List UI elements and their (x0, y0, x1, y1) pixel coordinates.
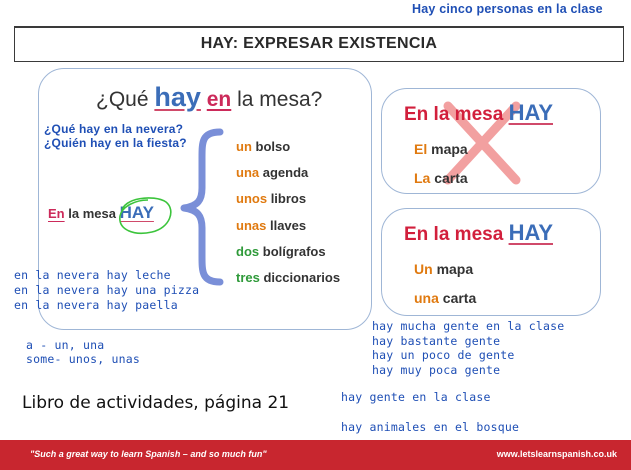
phrase-en: En (48, 206, 65, 221)
top-right-heading-text: En la mesa (404, 104, 504, 125)
question-hay: hay (154, 82, 201, 112)
footer-url[interactable]: www.letslearnspanish.co.uk (496, 449, 617, 459)
activity-book-reference: Libro de actividades, página 21 (22, 393, 290, 413)
top-note: Hay cinco personas en la clase (412, 2, 603, 16)
top-right-line-1: El mapa (414, 141, 468, 157)
note-gente-4: hay muy poca gente (372, 363, 501, 377)
hay-circle-annotation (114, 192, 176, 238)
note-articles-1: a - un, una (26, 338, 105, 352)
bottom-right-heading (404, 220, 553, 246)
bottom-right-heading-hay: HAY (508, 220, 553, 245)
note-articles-2: some- unos, unas (26, 352, 140, 366)
bottom-right-heading-text: En la mesa (404, 224, 504, 245)
phrase-mid: la mesa (68, 206, 116, 221)
note-nevera-3: en la nevera hay paella (14, 298, 178, 312)
note-animales: hay animales en el bosque (341, 420, 520, 434)
title-bar (14, 26, 624, 62)
page-title: HAY: EXPRESAR EXISTENCIA (200, 35, 438, 52)
footer-bar (0, 440, 631, 470)
note-nevera-1: en la nevera hay leche (14, 268, 171, 282)
top-right-line-2: La carta (414, 170, 468, 186)
bottom-right-line-2: una carta (414, 290, 477, 306)
note-question-2: ¿Quién hay en la fiesta? (44, 136, 187, 150)
top-right-heading (404, 100, 553, 126)
note-gente-5: hay gente en la clase (341, 390, 491, 404)
bottom-right-line-1: Un mapa (414, 261, 474, 277)
note-nevera-2: en la nevera hay una pizza (14, 283, 200, 297)
question-heading (96, 82, 322, 113)
list-item: dos bolígrafos (236, 244, 326, 259)
note-question-1: ¿Qué hay en la nevera? (44, 122, 184, 136)
note-gente-2: hay bastante gente (372, 334, 501, 348)
top-right-heading-hay: HAY (508, 100, 553, 125)
list-item: unas llaves (236, 218, 307, 233)
question-en: en (206, 88, 232, 111)
question-pre: ¿Qué (96, 88, 149, 111)
footer-slogan: "Such a great way to learn Spanish – and so much fun" (30, 449, 267, 459)
list-item: unos libros (236, 191, 307, 206)
note-gente-3: hay un poco de gente (372, 348, 515, 362)
phrase-hay: HAY (119, 203, 154, 222)
question-post: la mesa? (237, 88, 323, 111)
list-item: tres diccionarios (236, 270, 341, 285)
note-gente-1: hay mucha gente en la clase (372, 319, 565, 333)
list-item: una agenda (236, 165, 309, 180)
list-item: un bolso (236, 139, 291, 154)
curly-brace-icon (176, 128, 224, 286)
